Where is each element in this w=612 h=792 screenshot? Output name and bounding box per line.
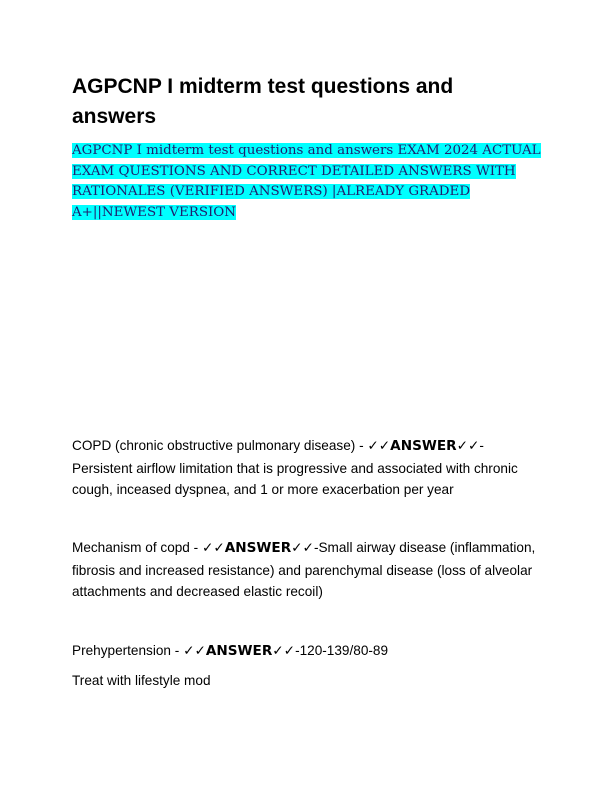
highlighted-subtitle-text: AGPCNP I midterm test questions and answers EXAM 2024 ACTUAL EXAM QUESTIONS AND CORRECT DETAILED ANSWERS WITH RATIONALES (VERIFIED ANSWERS) |ALREADY GRADED A+||NEWEST VERSION	[72, 143, 541, 220]
answer-marker: ✓✓ANSWER✓✓	[201, 540, 314, 556]
question-text: Mechanism of copd -	[72, 540, 202, 555]
document-subtitle	[72, 141, 542, 223]
question-text: COPD (chronic obstructive pulmonary disease) -	[72, 438, 368, 453]
document-title: AGPCNP I midterm test questions and answers	[72, 75, 454, 128]
answer-marker: ✓✓ANSWER✓✓	[183, 643, 296, 659]
answer-marker: ✓✓ANSWER✓✓	[367, 438, 480, 454]
answer-text: -120-139/80-89	[295, 643, 389, 658]
qa-item-copd	[72, 435, 542, 501]
prehypertension-note: Treat with lifestyle mod	[72, 673, 211, 688]
question-text: Prehypertension -	[72, 643, 184, 658]
qa-item-copd-mechanism	[72, 537, 542, 603]
answer-text: -Small airway disease (inflammation, fibrosis and increased resistance) and parenchymal disease (loss of alveolar attachments and decreased elastic recoil)	[72, 540, 536, 599]
qa-item-prehypertension	[72, 640, 542, 663]
answer-text: -Persistent airflow limitation that is progressive and associated with chronic cough, inceased dyspnea, and 1 or more exacerbation per year	[72, 438, 518, 497]
